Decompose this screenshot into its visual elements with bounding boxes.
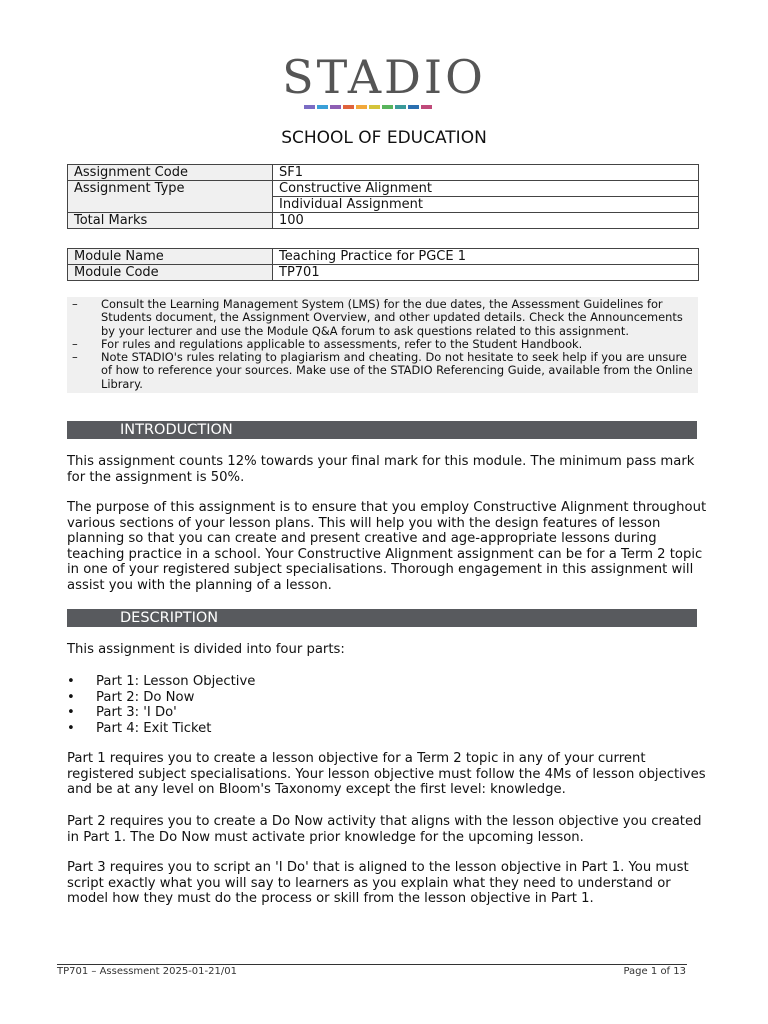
- list-item: [67, 721, 255, 737]
- part2-paragraph: Part 2 requires you to create a Do Now activity that aligns with the lesson objective you created in Part 1. The Do Now must activate prior knowledge for the upcoming lesson.: [67, 814, 702, 845]
- assignment-type-value-2: Individual Assignment: [273, 197, 699, 213]
- intro-paragraph-2: The purpose of this assignment is to ensure that you employ Constructive Alignment throughout various sections of your lesson plans. This will help you with the design features of lesson planning so that you can create and present creative and age-appropriate lessons during teaching practice in a school. Your Constructive Alignment assignment can be for a Term 2 topic in one of your registered subject specialisations. Thorough engagement in this assignment will assist you with the planning of a lesson.: [67, 500, 707, 593]
- bullet: •: [67, 689, 75, 705]
- note-item: [72, 298, 693, 338]
- logo-stripe: [395, 105, 406, 109]
- assignment-table: [67, 164, 699, 229]
- page-of: of: [660, 966, 671, 977]
- footer-doc-ref: TP701 – Assessment 2025-01-21/01: [57, 966, 237, 977]
- introduction-heading-text: INTRODUCTION: [120, 422, 233, 438]
- list-item-text: Part 3: 'I Do': [96, 705, 177, 720]
- note-text: Note STADIO's rules relating to plagiarism and cheating. Do not hesitate to seek help if you are unsure of how to reference your sources. Make use of the STADIO Referencing Guide, available from the Online Library.: [101, 350, 693, 391]
- logo-stripe: [330, 105, 341, 109]
- page-num: 1: [650, 966, 658, 977]
- assignment-code-label: Assignment Code: [68, 165, 273, 181]
- description-heading: [67, 609, 697, 627]
- list-item: [67, 674, 255, 690]
- school-title: SCHOOL OF EDUCATION: [281, 128, 487, 148]
- bullet: •: [67, 705, 75, 720]
- table-row: [68, 213, 699, 229]
- logo-stripe: [317, 105, 328, 109]
- module-table: [67, 248, 699, 281]
- page-total: 13: [673, 966, 686, 977]
- stadio-logo: STADIO: [282, 50, 486, 104]
- list-item-text: Part 1: Lesson Objective: [96, 674, 256, 689]
- table-row: [68, 181, 699, 197]
- introduction-heading: [67, 421, 697, 439]
- list-item-text: Part 2: Do Now: [96, 689, 195, 705]
- logo-stripe: [408, 105, 419, 109]
- intro-paragraph-1: This assignment counts 12% towards your final mark for this module. The minimum pass mark for the assignment is 50%.: [67, 454, 695, 485]
- assignment-type-value: Constructive Alignment: [273, 181, 699, 197]
- bullet: •: [67, 674, 75, 689]
- assignment-type-label: Assignment Type: [68, 181, 273, 213]
- parts-list: [67, 674, 255, 736]
- notes-box: [67, 297, 698, 393]
- bullet: •: [67, 720, 75, 736]
- logo-stripe: [369, 105, 380, 109]
- logo-stripe: [421, 105, 432, 109]
- list-item: [67, 705, 255, 721]
- description-heading-text: DESCRIPTION: [120, 610, 219, 626]
- page-label: Page: [623, 966, 648, 977]
- note-item: [72, 338, 693, 351]
- total-marks-label: Total Marks: [68, 213, 273, 229]
- note-dash: –: [72, 350, 78, 365]
- note-text: Consult the Learning Management System (LMS) for the due dates, the Assessment Guidelines for Students document, the Assignment Overview, and other updated details. Check the Announcements by your lecturer and use the Module Q&A forum to ask questions related to this assignment.: [101, 297, 683, 338]
- total-marks-value: 100: [273, 213, 699, 229]
- part1-paragraph: Part 1 requires you to create a lesson objective for a Term 2 topic in any of your current registered subject specialisations. Your lesson objective must follow the 4Ms of lesson objectives and be at any level on Bloom's Taxonomy except the first level: knowledge.: [67, 751, 706, 797]
- module-name-value: Teaching Practice for PGCE 1: [273, 249, 699, 265]
- list-item: [67, 690, 255, 706]
- list-item-text: Part 4: Exit Ticket: [96, 720, 212, 736]
- table-row: [68, 165, 699, 181]
- module-code-value: TP701: [273, 265, 699, 281]
- note-dash: –: [72, 336, 78, 351]
- logo-stripe: [304, 105, 315, 109]
- logo-stripe: [343, 105, 354, 109]
- logo-stripes: [304, 105, 434, 109]
- table-row: [68, 265, 699, 281]
- footer-divider: [57, 964, 687, 965]
- footer-page-number: [623, 966, 686, 977]
- module-name-label: Module Name: [68, 249, 273, 265]
- assignment-code-value: SF1: [273, 165, 699, 181]
- logo-stripe: [356, 105, 367, 109]
- table-row: [68, 249, 699, 265]
- description-intro: This assignment is divided into four parts:: [67, 642, 345, 657]
- note-text: For rules and regulations applicable to assessments, refer to the Student Handbook.: [101, 336, 583, 351]
- part3-paragraph: Part 3 requires you to script an 'I Do' that is aligned to the lesson objective in Part 1. You must script exactly what you will say to learners as you explain what they need to understand or model how they must do the process or skill from the lesson objective in Part 1.: [67, 860, 689, 906]
- note-dash: –: [72, 297, 78, 311]
- note-item: [72, 351, 693, 391]
- module-code-label: Module Code: [68, 265, 273, 281]
- logo-stripe: [382, 105, 393, 109]
